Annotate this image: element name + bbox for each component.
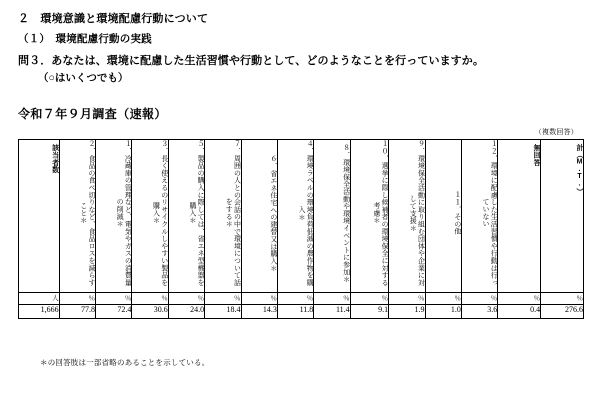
unit-n: 人 <box>19 293 60 305</box>
column-header-c4-label: ４．環境ラベルの環境負荷低減の農作物を購入＊ <box>298 140 314 286</box>
unit-c9: ％ <box>389 293 425 305</box>
value-c9: 1.9 <box>389 305 425 319</box>
multiple-answer-note: （複数回答） <box>534 129 578 136</box>
column-header-c4 <box>277 140 313 293</box>
unit-c11: ％ <box>425 293 461 305</box>
column-header-c11 <box>425 140 461 293</box>
column-header-c1 <box>96 140 132 293</box>
column-header-c7-label: ７．周囲の人との会話の中で環境について話をする＊ <box>225 140 241 286</box>
column-header-total-label: 計（M.T.） <box>576 144 583 196</box>
unit-c6: ％ <box>241 293 277 305</box>
value-c3: 30.6 <box>132 305 168 319</box>
column-header-c3 <box>132 140 168 293</box>
unit-c8: ％ <box>314 293 350 305</box>
unit-c7: ％ <box>205 293 241 305</box>
value-c4: 11.8 <box>277 305 313 319</box>
value-c7: 18.4 <box>205 305 241 319</box>
column-header-c10-label: １０．選挙に際し候補者の環境保全に対する考慮＊ <box>372 140 389 286</box>
column-header-c8-label: ８．環境保全活動や環境イベントに参加＊ <box>342 143 350 283</box>
value-c6: 14.3 <box>241 305 277 319</box>
column-header-c6-label: ６．省エネ住宅への建替又は購入＊ <box>269 154 277 272</box>
column-header-c10 <box>350 140 389 293</box>
column-header-c1-label: １．冷蔵庫の管理など、電気やガスの消費量の削減＊ <box>116 140 132 286</box>
unit-c10: ％ <box>350 293 389 305</box>
column-header-c9-label: ９．環境保全活動に取り組む団体や企業に対して支援＊ <box>409 140 425 286</box>
unit-c3: ％ <box>132 293 168 305</box>
survey-title: 令和７年９月調査（速報） <box>18 107 167 121</box>
column-header-na <box>498 140 541 293</box>
unit-c12: ％ <box>461 293 497 305</box>
question-text: 問３．あなたは、環境に配慮した生活習慣や行動として、どのようなことを行っていますか。 <box>18 55 484 67</box>
value-c12: 3.6 <box>461 305 497 319</box>
column-header-c5-label: ５．製品の購入に際しては、省エネ型機器を購入＊ <box>188 140 205 286</box>
results-table <box>18 139 584 319</box>
value-na: 0.4 <box>498 305 541 319</box>
column-header-c11-label: １１．その他 <box>453 191 461 235</box>
unit-na: ％ <box>498 293 541 305</box>
results-table-wrapper <box>18 139 584 319</box>
column-header-c2 <box>59 140 95 293</box>
table-unit-row <box>19 293 584 305</box>
unit-c4: ％ <box>277 293 313 305</box>
value-c1: 72.4 <box>96 305 132 319</box>
question-instruction: （○はいくつでも） <box>38 72 129 84</box>
column-header-c3-label: ３．長く使えるのリサイクルしやすい製品を購入＊ <box>152 140 168 286</box>
column-header-n <box>19 140 60 293</box>
value-c10: 9.1 <box>350 305 389 319</box>
value-n: 1,666 <box>19 305 60 319</box>
table-value-row <box>19 305 584 319</box>
column-header-c6 <box>241 140 277 293</box>
section-heading: ２ 環境意識と環境配慮行動について <box>18 13 209 25</box>
column-header-c9 <box>389 140 425 293</box>
column-header-c12-label: １２．環境に配慮した生活習慣や行動は行っていない <box>482 140 498 286</box>
column-header-n-label: 該当者数 <box>51 144 59 174</box>
unit-c2: ％ <box>59 293 95 305</box>
column-header-total <box>541 140 584 293</box>
subsection-heading: （１） 環境配慮行動の実践 <box>18 33 152 45</box>
table-footnote: ＊の回答肢は一部省略のあることを示している。 <box>40 358 210 367</box>
value-c8: 11.4 <box>314 305 350 319</box>
unit-total: ％ <box>541 293 584 305</box>
column-header-c5 <box>168 140 204 293</box>
value-total: 276.6 <box>541 305 584 319</box>
value-c11: 1.0 <box>425 305 461 319</box>
column-header-c8 <box>314 140 350 293</box>
unit-c5: ％ <box>168 293 204 305</box>
value-c5: 24.0 <box>168 305 204 319</box>
column-header-na-label: 無回答 <box>533 144 541 166</box>
column-header-c12 <box>461 140 497 293</box>
table-header-row <box>19 140 584 293</box>
unit-c1: ％ <box>96 293 132 305</box>
column-header-c7 <box>205 140 241 293</box>
column-header-c2-label: ２．食品の食べ切りなど、食品ロスを減らすこと＊ <box>79 140 96 286</box>
value-c2: 77.8 <box>59 305 95 319</box>
